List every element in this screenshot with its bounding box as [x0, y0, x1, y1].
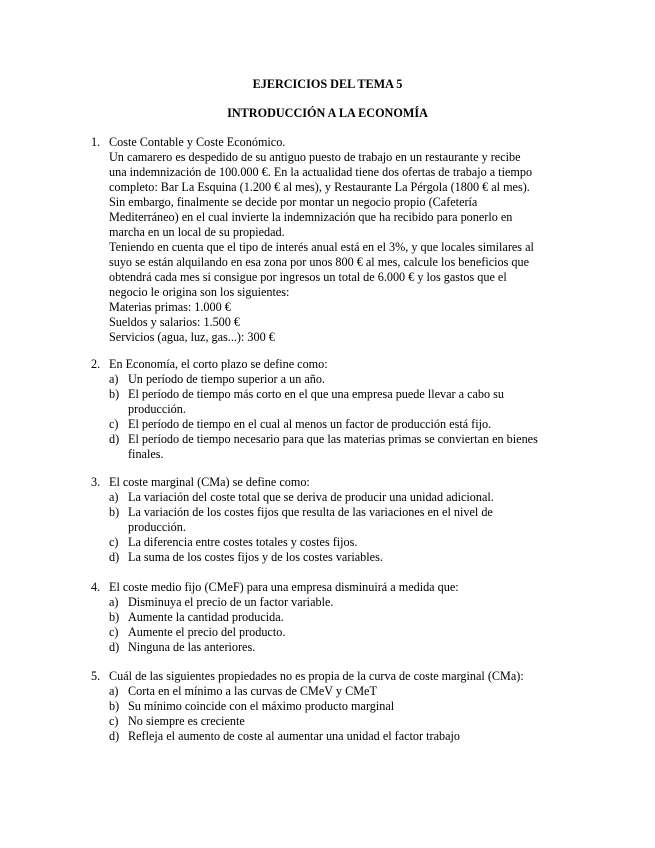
exercise-question: En Economía, el corto plazo se define como:: [109, 357, 328, 371]
option-text: finales.: [128, 447, 164, 461]
option-letter: b): [109, 387, 120, 401]
exercise-question: Cuál de las siguientes propiedades no es propia de la curva de coste marginal (CMa):: [109, 669, 524, 683]
exercise-2: [91, 357, 571, 462]
document-subtitle: INTRODUCCIÓN A LA ECONOMÍA: [227, 106, 428, 120]
option-letter: c): [109, 625, 119, 639]
option-text: No siempre es creciente: [128, 714, 245, 728]
exercise-number: 2.: [91, 357, 101, 371]
option-letter: c): [109, 714, 119, 728]
exercise-number: 5.: [91, 669, 101, 683]
option-b: [109, 505, 571, 535]
exercise-line: Mediterráneo) en el cual invierte la indemnización que ha recibido para ponerlo en: [109, 210, 513, 224]
exercise-1: [91, 135, 571, 345]
exercise-line: Materias primas: 1.000 €: [109, 300, 231, 314]
option-letter: a): [109, 490, 119, 504]
option-text: La diferencia entre costes totales y costes fijos.: [128, 535, 358, 549]
exercise-number: 4.: [91, 580, 101, 594]
option-letter: c): [109, 417, 119, 431]
exercise-4: [91, 580, 571, 655]
exercise-line: completo: Bar La Esquina (1.200 € al mes), y Restaurante La Pérgola (1800 € al mes).: [109, 180, 530, 194]
option-letter: a): [109, 372, 119, 386]
exercise-5: [91, 669, 571, 744]
option-b: [109, 610, 571, 625]
option-letter: d): [109, 432, 120, 446]
option-a: [109, 372, 571, 387]
option-c: [109, 714, 571, 729]
option-text: La variación de los costes fijos que resulta de las variaciones en el nivel de: [128, 505, 493, 519]
option-letter: d): [109, 550, 120, 564]
option-c: [109, 535, 571, 550]
option-d: [109, 729, 571, 744]
option-text: Aumente la cantidad producida.: [128, 610, 284, 624]
option-c: [109, 417, 571, 432]
option-letter: b): [109, 699, 120, 713]
exercise-line: Teniendo en cuenta que el tipo de interés anual está en el 3%, y que locales similares al: [109, 240, 534, 254]
exercise-number: 3.: [91, 475, 101, 489]
option-letter: a): [109, 684, 119, 698]
option-letter: d): [109, 729, 120, 743]
option-text: Aumente el precio del producto.: [128, 625, 286, 639]
exercise-line: Servicios (agua, luz, gas...): 300 €: [109, 330, 275, 344]
option-text: Refleja el aumento de coste al aumentar una unidad el factor trabajo: [128, 729, 460, 743]
exercise-line: Sin embargo, finalmente se decide por montar un negocio propio (Cafetería: [109, 195, 478, 209]
exercise-line: suyo se están alquilando en esa zona por unos 800 € al mes, calcule los beneficios que: [109, 255, 530, 269]
exercise-body: [109, 135, 571, 345]
option-text: El período de tiempo en el cual al menos un factor de producción está fijo.: [128, 417, 492, 431]
document-title: EJERCICIOS DEL TEMA 5: [252, 77, 403, 91]
option-c: [109, 625, 571, 640]
exercise-line: negocio le origina son los siguientes:: [109, 285, 290, 299]
option-text: producción.: [128, 520, 186, 534]
option-letter: a): [109, 595, 119, 609]
option-text: Su mínimo coincide con el máximo producto marginal: [128, 699, 395, 713]
option-letter: d): [109, 640, 120, 654]
exercise-line: marcha en un local de su propiedad.: [109, 225, 285, 239]
option-a: [109, 595, 571, 610]
option-text: La variación del coste total que se deriva de producir una unidad adicional.: [128, 490, 494, 504]
exercise-line: Coste Contable y Coste Económico.: [109, 135, 286, 149]
exercise-question: El coste marginal (CMa) se define como:: [109, 475, 310, 489]
option-a: [109, 490, 571, 505]
exercise-3: [91, 475, 571, 565]
exercise-question: El coste medio fijo (CMeF) para una empresa disminuirá a medida que:: [109, 580, 459, 594]
option-d: [109, 550, 571, 565]
option-letter: b): [109, 610, 120, 624]
option-b: [109, 387, 571, 417]
option-text: Corta en el mínimo a las curvas de CMeV y CMeT: [128, 684, 377, 698]
option-letter: b): [109, 505, 120, 519]
option-text: Un período de tiempo superior a un año.: [128, 372, 325, 386]
exercise-line: Sueldos y salarios: 1.500 €: [109, 315, 241, 329]
option-text: El período de tiempo más corto en el que una empresa puede llevar a cabo su: [128, 387, 504, 401]
option-b: [109, 699, 571, 714]
option-a: [109, 684, 571, 699]
option-letter: c): [109, 535, 119, 549]
exercise-line: una indemnización de 100.000 €. En la actualidad tiene dos ofertas de trabajo a tiempo: [109, 165, 533, 179]
option-d: [109, 640, 571, 655]
exercise-line: obtendrá cada mes si consigue por ingresos un total de 6.000 € y los gastos que el: [109, 270, 507, 284]
option-text: producción.: [128, 402, 186, 416]
option-text: La suma de los costes fijos y de los costes variables.: [128, 550, 383, 564]
exercise-line: Un camarero es despedido de su antiguo puesto de trabajo en un restaurante y recibe: [109, 150, 521, 164]
option-text: El período de tiempo necesario para que las materias primas se conviertan en bienes: [128, 432, 538, 446]
option-d: [109, 432, 571, 462]
option-text: Ninguna de las anteriores.: [128, 640, 256, 654]
option-text: Disminuya el precio de un factor variable.: [128, 595, 334, 609]
exercise-number: 1.: [91, 135, 101, 149]
